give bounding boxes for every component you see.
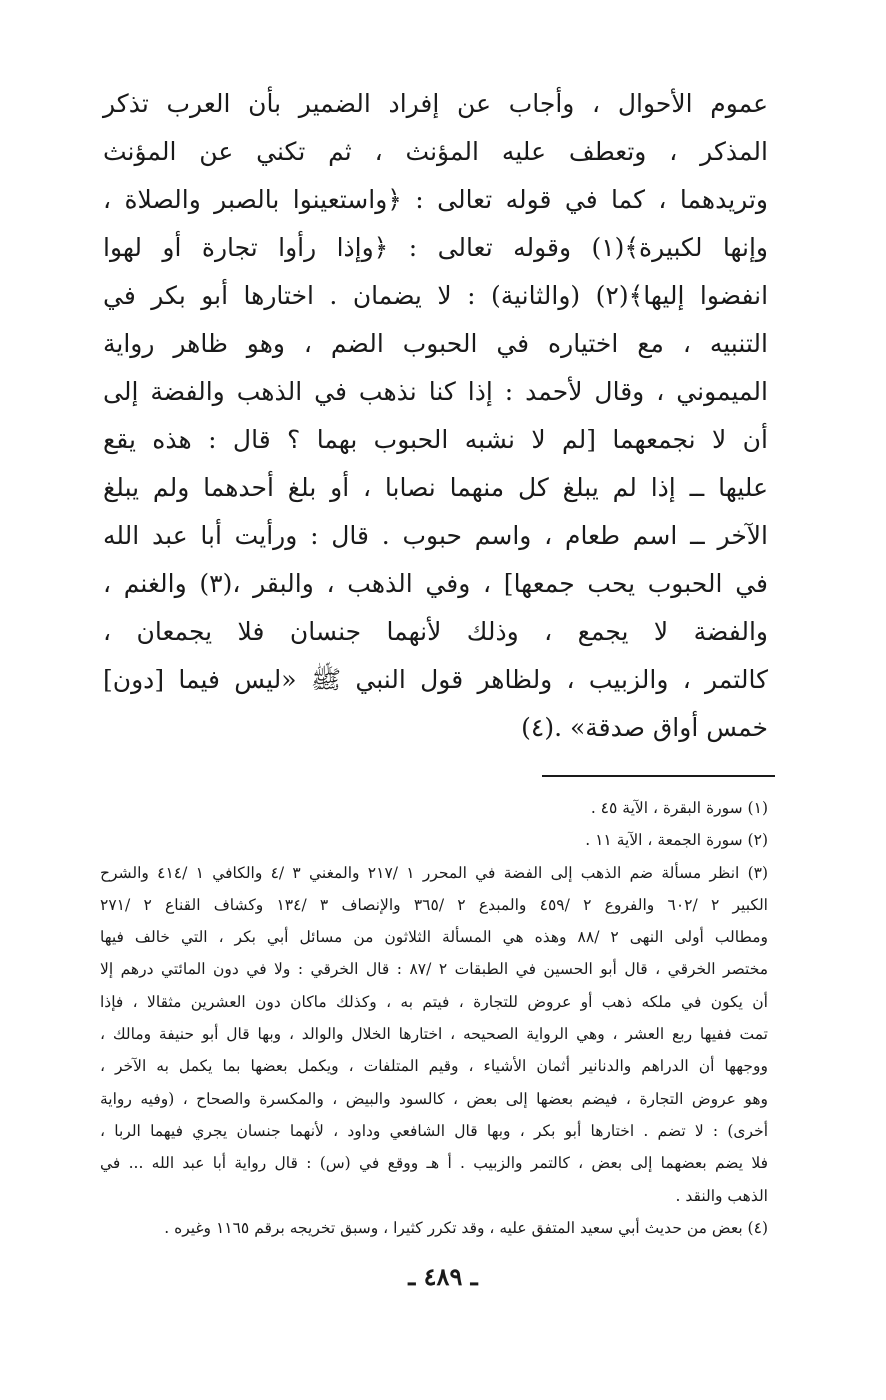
main-text-line: الميموني ، وقال لأحمد : إذا كنا نذهب في الذهب والفضة إلى xyxy=(103,377,768,406)
footnote-line: (١) سورة البقرة ، الآية ٤٥ . xyxy=(590,799,768,817)
main-text-line: عليها ــ إذا لم يبلغ كل منهما نصابا ، أو بلغ أحدهما ولم يبلغ xyxy=(103,473,768,502)
main-text-line: وإنها لكبيرة﴾(١) وقوله تعالى : ﴿وإذا رأوا تجارة أو لهوا xyxy=(103,233,768,262)
footnote-line: ومطالب أولى النهى ٢ /٨٨ وهذه هي المسألة الثلاثون من مسائل أبي بكر ، التي خالف فيها xyxy=(100,928,769,947)
footnote-line: أخرى) : لا تضم . اختارها أبو بكر ، وبها قال الشافعي وداود ، لأنهما جنسان يجري فيهما الربا ، xyxy=(100,1121,768,1140)
main-text-line: كالتمر ، والزبيب ، ولظاهر قول النبي ﷺ «ليس فيما [دون] xyxy=(103,665,768,694)
footnote-line: تمت ففيها ربع العشر ، وهي الرواية الصحيحه ، اختارها الخلال والوالد ، وبها قال أبو حنيفة ومالك ، xyxy=(100,1025,768,1044)
footnote-line: وهو عروض التجارة ، فيضم بعضها إلى بعض ، كالسود والبيض ، والمكسرة والصحاح ، (وفيه رواية xyxy=(100,1089,768,1108)
footnote-line: فلا يضم بعضهما إلى بعض ، كالتمر والزبيب . أ هـ ووقع في (س) : قال رواية أبا عبد الله ... في xyxy=(100,1154,768,1173)
footnote-line: (٤) بعض من حديث أبي سعيد المتفق عليه ، وقد تكرر كثيرا ، وسبق تخريجه برقم ١١٦٥ وغيره . xyxy=(164,1218,768,1237)
footnotes-block xyxy=(100,792,768,1244)
page-number: ـ ٤٨٩ ـ xyxy=(408,1262,478,1291)
main-text-line: في الحبوب يحب جمعها] ، وفي الذهب ، والبقر ،(٣) والغنم ، xyxy=(103,569,768,598)
main-text-line: أن لا نجمعهما [لم لا نشبه الحبوب بهما ؟ قال : هذه يقع xyxy=(103,425,768,454)
footnote-line: (٣) انظر مسألة ضم الذهب إلى الفضة في المحرر ١ /٢١٧ والمغني ٣ /٤ والكافي ١ /٤١٤ والشرح xyxy=(100,863,769,882)
main-text-line: خمس أواق صدقة» .(٤) xyxy=(521,713,768,742)
main-text-line: المذكر ، وتعطف عليه المؤنث ، ثم تكني عن المؤنث xyxy=(103,137,768,166)
main-text-line: انفضوا إليها﴾(٢) (والثانية) : لا يضمان . اختارها أبو بكر في xyxy=(103,281,769,310)
main-text-block xyxy=(103,80,768,752)
footnote-divider xyxy=(542,775,775,777)
main-text-line: عموم الأحوال ، وأجاب عن إفراد الضمير بأن العرب تذكر xyxy=(103,89,768,118)
main-text-line: والفضة لا يجمع ، وذلك لأنهما جنسان فلا يجمعان ، xyxy=(103,617,768,646)
main-text-line: الآخر ــ اسم طعام ، واسم حبوب . قال : ورأيت أبا عبد الله xyxy=(103,521,768,550)
footnote-line: الذهب والنقد . xyxy=(675,1186,768,1205)
footnote-line: أن يكون في ملكه ذهب أو عروض للتجارة ، فيتم به ، وكذلك ماكان دون العشرين مثقالا ، فإذا xyxy=(100,992,768,1011)
footnote-line: الكبير ٢ /٦٠٢ والفروع ٢ /٤٥٩ والمبدع ٢ /٣٦٥ والإنصاف ٣ /١٣٤ وكشاف القناع ٢ /٢٧١ xyxy=(100,895,768,914)
footnote-line: ووجهها أن الدراهم والدنانير أثمان الأشياء ، وقيم المتلفات ، ويكمل بعضها بما يكمل به الآخر ، xyxy=(100,1057,768,1076)
main-text-line: وتريدهما ، كما في قوله تعالى : ﴿واستعينوا بالصبر والصلاة ، xyxy=(103,185,768,214)
footnote-line: مختصر الخرقي ، قال أبو الحسين في الطبقات ٢ /٨٧ : قال الخرقي : ولا في دون المائتي درهم إلا xyxy=(100,960,769,979)
footnote-line: (٢) سورة الجمعة ، الآية ١١ . xyxy=(585,831,768,850)
main-text-line: التنبيه ، مع اختياره في الحبوب الضم ، وهو ظاهر رواية xyxy=(103,329,768,358)
